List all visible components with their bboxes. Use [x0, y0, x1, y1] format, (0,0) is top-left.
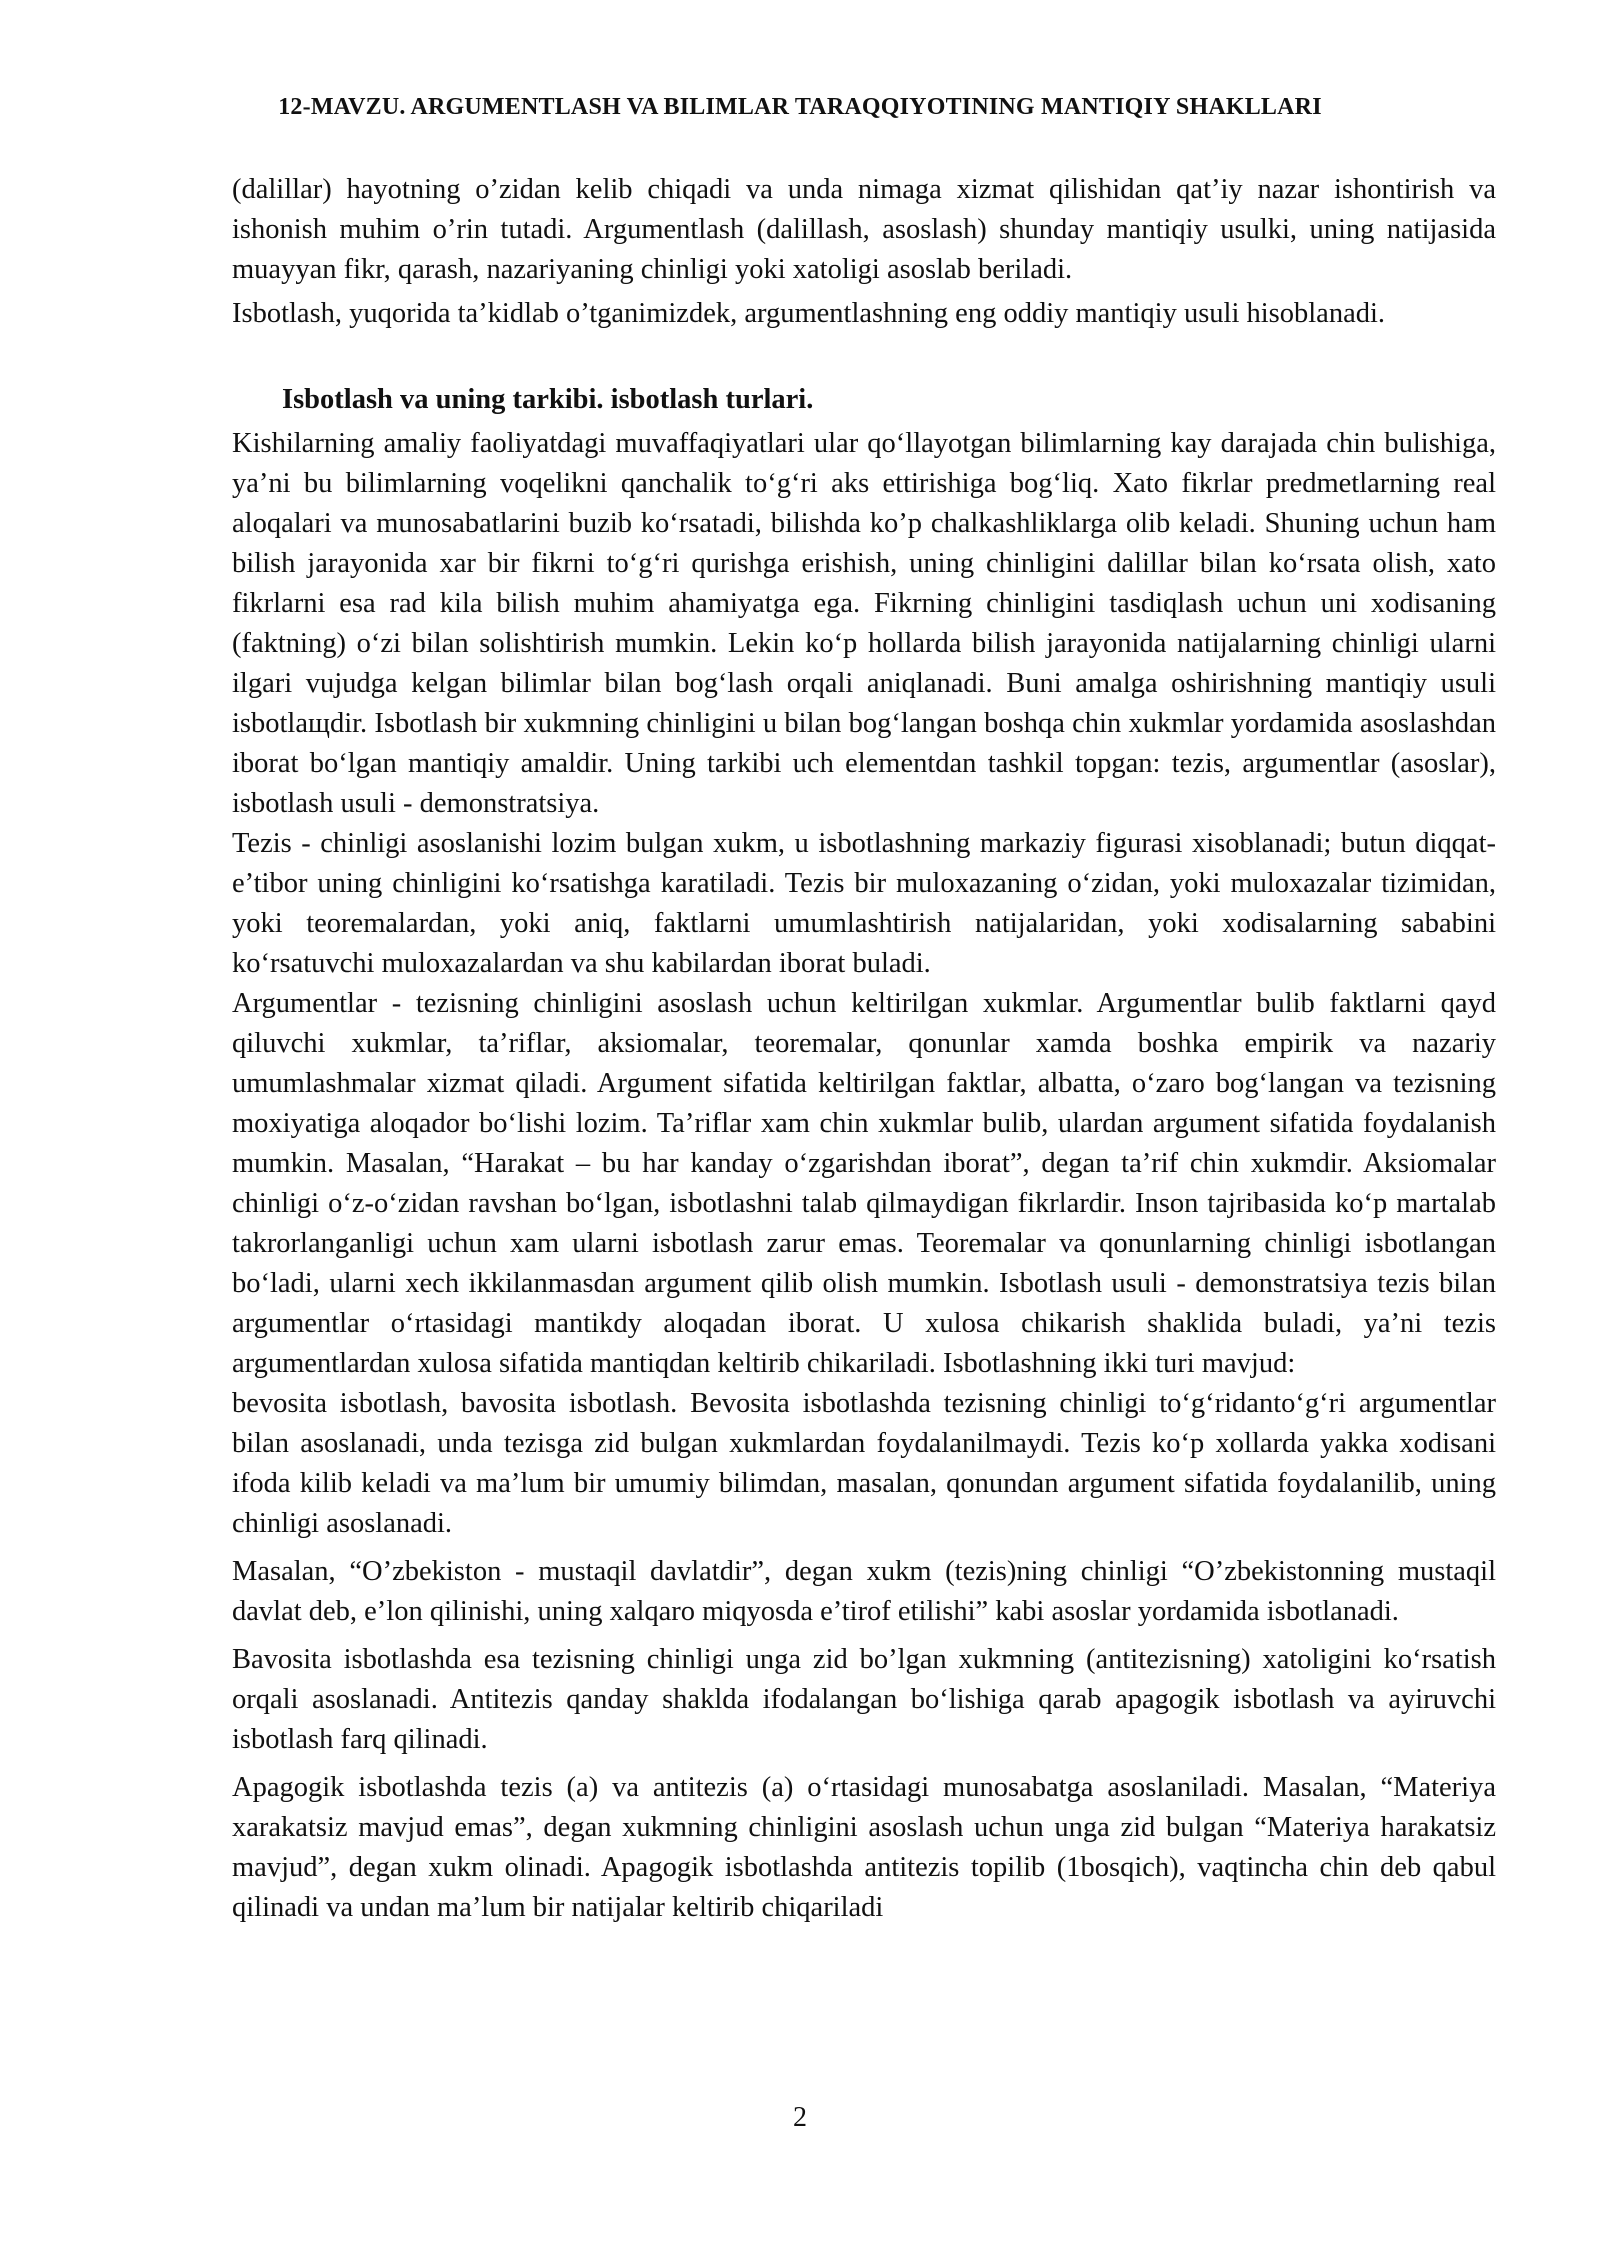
paragraph-1: (dalillar) hayotning o’zidan kelib chiqadi va unda nimaga xizmat qilishidan qat’iy nazar ishontirish va ishonish muhim o’rin tutadi. Argumentlash (dalillash, asoslash) shunday mantiqiy usulki, uning natijasida muayyan fikr, qarash, nazariyaning chinligi yoki xatoligi asoslab beriladi.: [232, 174, 1496, 285]
paragraph-2: Isbotlash, yuqorida ta’kidlab o’tganimizdek, argumentlashning eng oddiy mantiqiy usuli hisoblanadi.: [232, 298, 1386, 329]
paragraph-3: Kishilarning amaliy faoliyatdagi muvaffaqiyatlari ular qo‘llayotgan bilimlarning kay darajada chin bulishiga, ya’ni bu bilimlarning voqelikni qanchalik to‘g‘ri aks ettirishiga bog‘liq. Xato fikrlar predmetlarning real aloqalari va munosabatlarini buzib ko‘rsatadi, bilishda ko’p chalkashliklarga olib keladi. Shuning uchun ham bilish jarayonida xar bir fikrni to‘g‘ri qurishga erishish, uning chinligini dalillar bilan ko‘rsata olish, xato fikrlarni esa rad kila bilish muhim ahamiyatga ega. Fikrning chinligini tasdiqlash uchun uni xodisaning (faktning) o‘zi bilan solishtirish mumkin. Lekin ko‘p hollarda bilish jarayonida natijalarning chinligi ularni ilgari vujudga kelgan bilimlar bilan bog‘lash orqali aniqlanadi. Buni amalga oshirishning mantiqiy usuli isbotlaщdir. Isbotlash bir xukmning chinligini u bilan bog‘langan boshqa chin xukmlar yordamida asoslashdan iborat bo‘lgan mantiqiy amaldir. Uning tarkibi uch elementdan tashkil topgan: tezis, argumentlar (asoslar), isbotlash usuli - demonstratsiya.: [232, 428, 1496, 819]
page-number: 2: [793, 2102, 807, 2133]
running-header: 12-MAVZU. ARGUMENTLASH VA BILIMLAR TARAQQIYOTINING MANTIQIY SHAKLLARI: [278, 94, 1322, 120]
paragraph-9: Apagogik isbotlashda tezis (a) va antitezis (a) o‘rtasidagi munosabatga asoslaniladi. Masalan, “Materiya xarakatsiz mavjud emas”, degan xukmning chinligini asoslash uchun unga zid bulgan “Materiya harakatsiz mavjud”, degan xukm olinadi. Apagogik isbotlashda antitezis topilib (1bosqich), vaqtincha chin deb qabul qilinadi va undan ma’lum bir natijalar keltirib chiqariladi: [232, 1772, 1496, 1923]
paragraph-8: Bavosita isbotlashda esa tezisning chinligi unga zid bo’lgan xukmning (antitezisning) xatoligini ko‘rsatish orqali asoslanadi. Antitezis qanday shaklda ifodalangan bo‘lishiga qarab apagogik isbotlash va ayiruvchi isbotlash farq qilinadi.: [232, 1644, 1496, 1755]
section-heading: Isbotlash va uning tarkibi. isbotlash turlari.: [282, 384, 814, 415]
paragraph-4: Tezis - chinligi asoslanishi lozim bulgan xukm, u isbotlashning markaziy figurasi xisoblanadi; butun diqqat-e’tibor uning chinligini ko‘rsatishga karatiladi. Tezis bir muloxazaning o‘zidan, yoki muloxazalar tizimidan, yoki teoremalardan, yoki aniq, faktlarni umumlashtirish natijalaridan, yoki xodisalarning sababini ko‘rsatuvchi muloxazalardan va shu kabilardan iborat buladi.: [232, 828, 1496, 979]
document-body: [232, 170, 1496, 1928]
paragraph-7: Masalan, “O’zbekiston - mustaqil davlatdir”, degan xukm (tezis)ning chinligi “O’zbekistonning mustaqil davlat deb, e’lon qilinishi, uning xalqaro miqyosda e’tirof etilishi” kabi asoslar yordamida isbotlanadi.: [232, 1556, 1496, 1627]
paragraph-5: Argumentlar - tezisning chinligini asoslash uchun keltirilgan xukmlar. Argumentlar bulib faktlarni qayd qiluvchi xukmlar, ta’riflar, aksiomalar, teoremalar, qonunlar xamda boshka empirik va nazariy umumlashmalar xizmat qiladi. Argument sifatida keltirilgan faktlar, albatta, o‘zaro bog‘langan va tezisning moxiyatiga aloqador bo‘lishi lozim. Ta’riflar xam chin xukmlar bulib, ulardan argument sifatida foydalanish mumkin. Masalan, “Harakat – bu har kanday o‘zgarishdan iborat”, degan ta’rif chin xukmdir. Aksiomalar chinligi o‘z-o‘zidan ravshan bo‘lgan, isbotlashni talab qilmaydigan fikrlardir. Inson tajribasida ko‘p martalab takrorlanganligi uchun xam ularni isbotlash zarur emas. Teoremalar va qonunlarning chinligi isbotlangan bo‘ladi, ularni xech ikkilanmasdan argument qilib olish mumkin. Isbotlash usuli - demonstratsiya tezis bilan argumentlar o‘rtasidagi mantikdy aloqadan iborat. U xulosa chikarish shaklida buladi, ya’ni tezis argumentlardan xulosa sifatida mantiqdan keltirib chikariladi. Isbotlashning ikki turi mavjud:: [232, 988, 1496, 1379]
paragraph-6: bevosita isbotlash, bavosita isbotlash. Bevosita isbotlashda tezisning chinligi to‘g‘ridanto‘g‘ri argumentlar bilan asoslanadi, unda tezisga zid bulgan xukmlardan foydalanilmaydi. Tezis ko‘p xollarda yakka xodisani ifoda kilib keladi va ma’lum bir umumiy bilimdan, masalan, qonundan argument sifatida foydalanilib, uning chinligi asoslanadi.: [232, 1388, 1496, 1539]
